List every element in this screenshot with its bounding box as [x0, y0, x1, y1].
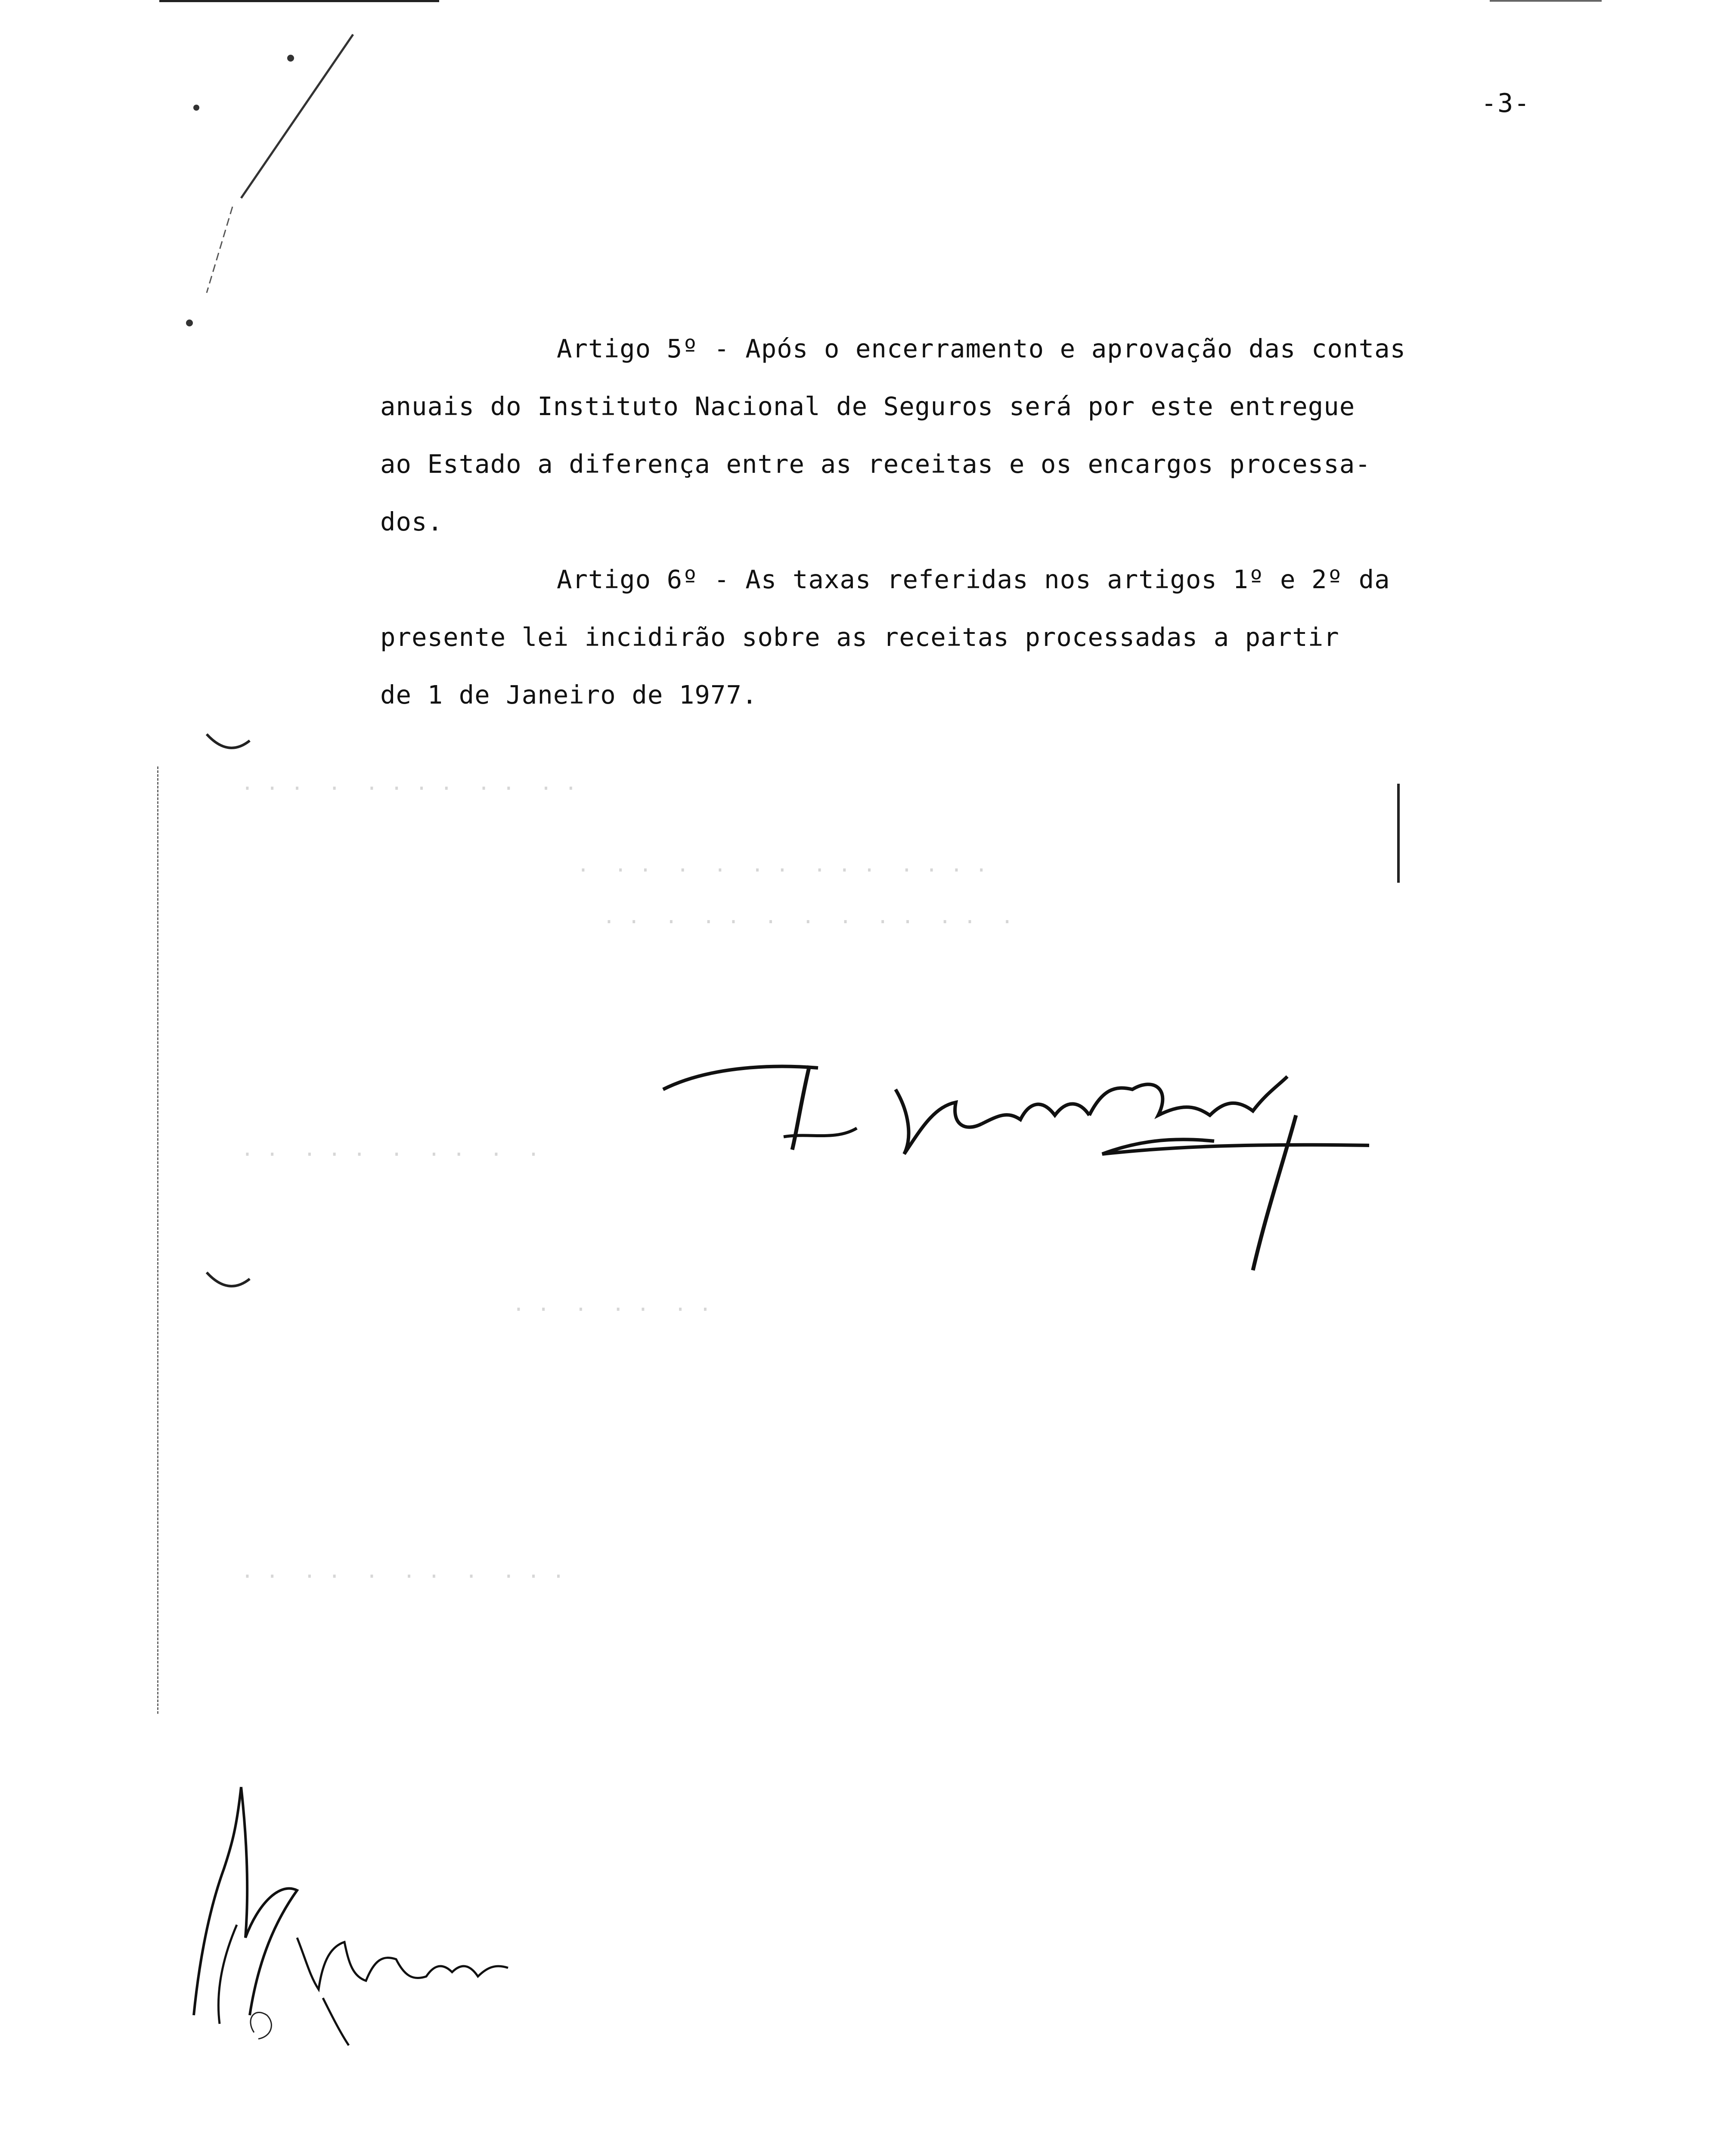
hole-mark-lower [202, 1266, 254, 1300]
article-6-line-3: de 1 de Janeiro de 1977. [380, 680, 758, 710]
bleed-through-text: . . . . . . . . . . . . . . [577, 853, 988, 877]
bleed-through-text: . . . . . . . [512, 1292, 712, 1316]
bracket-mark [1397, 784, 1400, 883]
hole-mark-upper [202, 728, 254, 762]
signature [654, 1051, 1386, 1292]
article-5-line-4: dos. [380, 507, 443, 537]
bleed-through-text: . . . . . . . . . . . . [241, 771, 577, 795]
top-rule [159, 0, 439, 2]
top-rule-right [1490, 0, 1602, 2]
article-5-line-2: anuais do Instituto Nacional de Seguros será por este entregue [380, 391, 1355, 421]
left-edge-marks [157, 766, 158, 1714]
article-5-line-1: Artigo 5º - Após o encerramento e aprovação das contas [557, 334, 1406, 363]
article-5-line-3: ao Estado a diferença entre as receitas e os encargos processa- [380, 449, 1371, 479]
bleed-through-text: . . . . . . . . . . . . . [603, 904, 1014, 928]
bleed-through-text: . . . . . . . . . . . [241, 1559, 565, 1583]
page-number: -3- [1481, 88, 1531, 118]
margin-stroke [181, 26, 375, 370]
signature-lower-left [168, 1774, 598, 2050]
article-6-line-2: presente lei incidirão sobre as receitas processadas a partir [380, 622, 1339, 652]
article-6-line-1: Artigo 6º - As taxas referidas nos artigos 1º e 2º da [557, 565, 1390, 594]
bleed-through-text: . . . . . . . . . . [241, 1137, 540, 1161]
